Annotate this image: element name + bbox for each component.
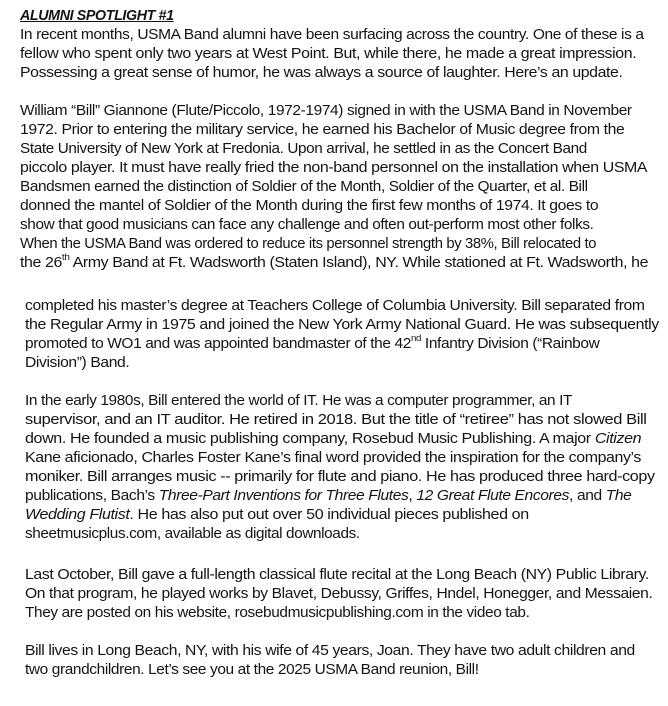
ordinal-suffix: th	[61, 252, 70, 263]
text-line: sheetmusicplus.com, available as digital downloads.	[25, 526, 360, 542]
article-title: ALUMNI SPOTLIGHT #1	[20, 8, 174, 24]
text-line: Kane aficionado, Charles Foster Kane’s final word provided the inspiration for the company’s	[25, 450, 641, 466]
text-line: piccolo player. It must have really fried the non-band personnel on the installation when USMA	[20, 160, 648, 176]
text-line: In recent months, USMA Band alumni have been surfacing across the country. One of these is a	[20, 27, 644, 43]
text-line: Last October, Bill gave a full-length classical flute recital at the Long Beach (NY) Public Library.	[25, 567, 649, 583]
text-line: completed his master’s degree at Teachers College of Columbia University. Bill separated from	[25, 298, 645, 314]
text-line: two grandchildren. Let’s see you at the 2025 USMA Band reunion, Bill!	[25, 662, 479, 678]
text-line: Division”) Band.	[25, 355, 130, 371]
text-line: donned the mantel of Soldier of the Month during the first few months of 1974. It goes to	[20, 198, 599, 214]
text-line: Bandsmen earned the distinction of Soldier of the Month, Soldier of the Quarter, et al. Bill	[20, 179, 588, 195]
text-span: Army Band at Ft. Wadsworth (Staten Island), NY. While stationed at Ft. Wadsworth, he	[69, 255, 649, 271]
text-line: fellow who spent only two years at West Point. But, while there, he made a great impression.	[20, 46, 637, 62]
text-line: When the USMA Band was ordered to reduce its personnel strength by 38%, Bill relocated to	[20, 236, 597, 252]
text-span: the 26	[20, 255, 62, 271]
italic-title: Citizen	[594, 431, 642, 447]
text-line: show that good musicians can face any challenge and often out-perform most other folks.	[20, 217, 594, 233]
ordinal-suffix: nd	[410, 333, 422, 344]
text-line: Possessing a great sense of humor, he was always a source of laughter. Here’s an update.	[20, 65, 623, 81]
text-line: In the early 1980s, Bill entered the world of IT. He was a computer programmer, an IT	[25, 393, 573, 409]
text-line	[25, 487, 631, 506]
text-line: They are posted on his website, rosebudmusicpublishing.com in the video tab.	[25, 605, 530, 621]
text-line	[20, 254, 648, 273]
text-span: . He has also put out over 50 individual pieces published on	[129, 507, 529, 523]
text-line	[25, 335, 599, 354]
text-line: State University of New York at Fredonia. Upon arrival, he settled in as the Concert Band	[20, 141, 587, 157]
text-line: moniker. Bill arranges music -- primarily for flute and piano. He has produced three hard-copy	[25, 469, 655, 485]
text-line: William “Bill” Giannone (Flute/Piccolo, 1972-1974) signed in with the USMA Band in November	[20, 103, 632, 119]
italic-title: Three-Part Inventions for Three Flutes	[158, 488, 409, 504]
text-line: Bill lives in Long Beach, NY, with his wife of 45 years, Joan. They have two adult children and	[25, 643, 635, 659]
text-span: publications, Bach’s	[25, 488, 159, 504]
text-line	[25, 506, 529, 525]
text-line: On that program, he played works by Blavet, Debussy, Griffes, Hndel, Honegger, and Messaien.	[25, 586, 653, 602]
text-span: down. He founded a music publishing company, Rosebud Music Publishing. A major	[25, 431, 595, 447]
text-span: ,	[408, 488, 417, 504]
text-span: promoted to WO1 and was appointed bandmaster of the 42	[25, 336, 411, 352]
text-line: supervisor, and an IT auditor. He retired in 2018. But the title of “retiree” has not slowed Bill	[25, 412, 647, 428]
text-line	[25, 430, 641, 449]
text-span: , and	[569, 488, 606, 504]
italic-title: Wedding Flutist	[25, 507, 130, 523]
italic-title: 12 Great Flute Encores	[416, 488, 570, 504]
italic-title: The	[605, 488, 632, 504]
text-line: the Regular Army in 1975 and joined the New York Army National Guard. He was subsequently	[25, 317, 659, 333]
text-span: Infantry Division (“Rainbow	[421, 336, 600, 352]
text-line: 1972. Prior to entering the military service, he earned his Bachelor of Music degree from the	[20, 122, 625, 138]
